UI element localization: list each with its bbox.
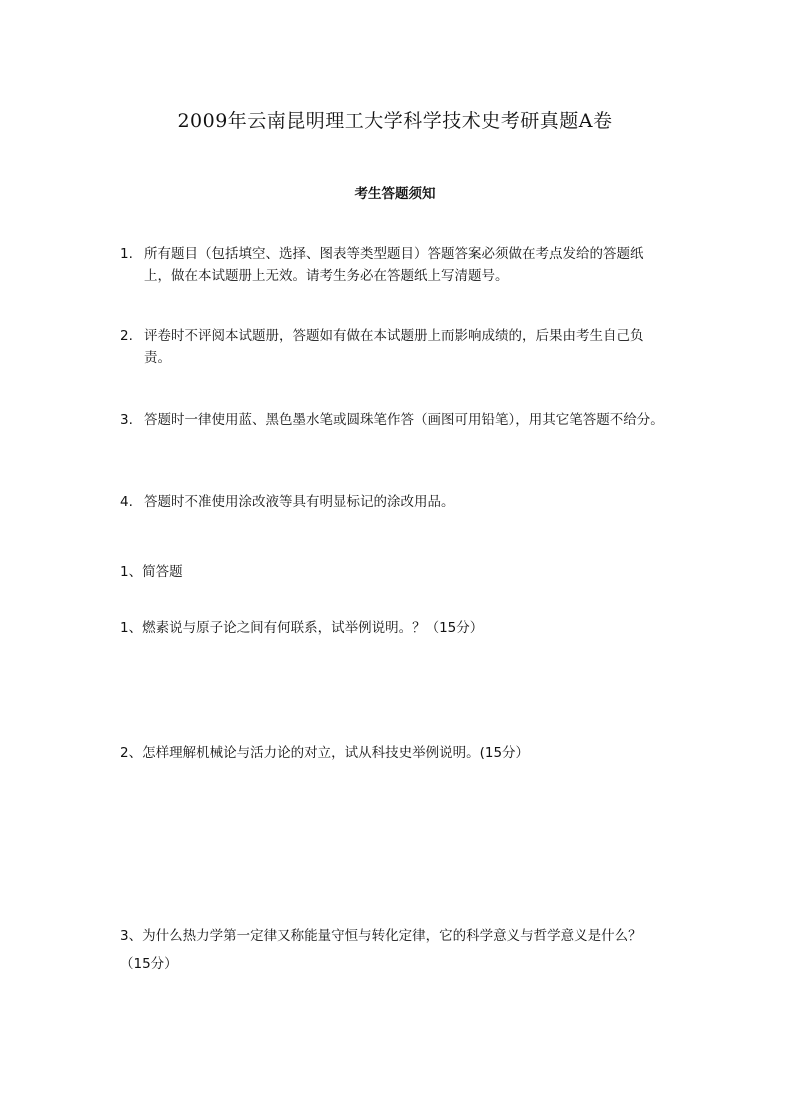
notice-number: 1. — [120, 246, 133, 262]
notice-number: 2. — [120, 328, 133, 344]
notice-text: 答题时不准使用涂改液等具有明显标记的涂改用品。 — [144, 494, 455, 510]
notice-text: 所有题目（包括填空、选择、图表等类型题目）答题答案必须做在考点发给的答题纸 — [144, 246, 644, 262]
question-text: 2、怎样理解机械论与活力论的对立，试从科技史举例说明。(15分） — [120, 745, 530, 761]
notice-heading: 考生答题须知 — [354, 186, 436, 202]
question-text: 3、为什么热力学第一定律又称能量守恒与转化定律，它的科学意义与哲学意义是什么？ — [120, 928, 642, 944]
notice-item-1 — [120, 243, 700, 287]
notice-text-continued: 责。 — [144, 350, 171, 366]
section-heading: 1、简答题 — [120, 564, 183, 580]
notice-text: 评卷时不评阅本试题册，答题如有做在本试题册上而影响成绩的，后果由考生自己负 — [144, 328, 644, 344]
notice-item-2 — [120, 325, 700, 369]
page-title: 2009年云南昆明理工大学科学技术史考研真题A卷 — [177, 110, 613, 132]
question-text: 1、燃素说与原子论之间有何联系，试举例说明。？（15分） — [120, 620, 484, 636]
notice-number: 4. — [120, 494, 133, 510]
question-3 — [120, 925, 720, 975]
notice-text-continued: 上，做在本试题册上无效。请考生务必在答题纸上写清题号。 — [144, 268, 509, 284]
notice-text: 答题时一律使用蓝、黑色墨水笔或圆珠笔作答（画图可用铅笔），用其它笔答题不给分。 — [144, 412, 664, 428]
question-2 — [120, 742, 720, 764]
notice-item-3 — [120, 409, 720, 431]
notice-number: 3. — [120, 412, 133, 428]
question-1 — [120, 617, 720, 639]
question-text-continued: （15分） — [120, 956, 178, 972]
notice-item-4 — [120, 491, 700, 513]
